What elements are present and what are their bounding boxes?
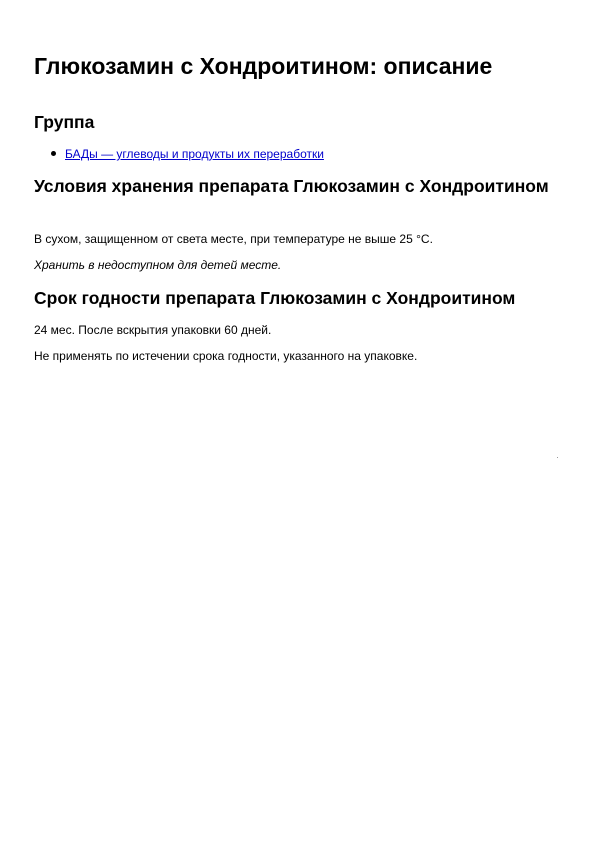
page-title: Глюкозамин с Хондроитином: описание [34, 53, 493, 79]
stray-dot [557, 457, 558, 458]
group-list [34, 146, 324, 162]
storage-note: Хранить в недоступном для детей месте. [34, 258, 282, 272]
storage-heading: Условия хранения препарата Глюкозамин с Хондроитином [34, 176, 549, 196]
shelf-life-heading: Срок годности препарата Глюкозамин с Хондроитином [34, 288, 516, 308]
group-heading: Группа [34, 112, 95, 132]
bullet-icon [51, 151, 56, 156]
shelf-life-text: 24 мес. После вскрытия упаковки 60 дней. [34, 323, 272, 337]
list-item [34, 146, 324, 162]
group-link[interactable]: БАДы — углеводы и продукты их переработки [65, 147, 324, 161]
shelf-life-note: Не применять по истечении срока годности, указанного на упаковке. [34, 349, 418, 363]
storage-text: В сухом, защищенном от света месте, при температуре не выше 25 °C. [34, 232, 433, 246]
